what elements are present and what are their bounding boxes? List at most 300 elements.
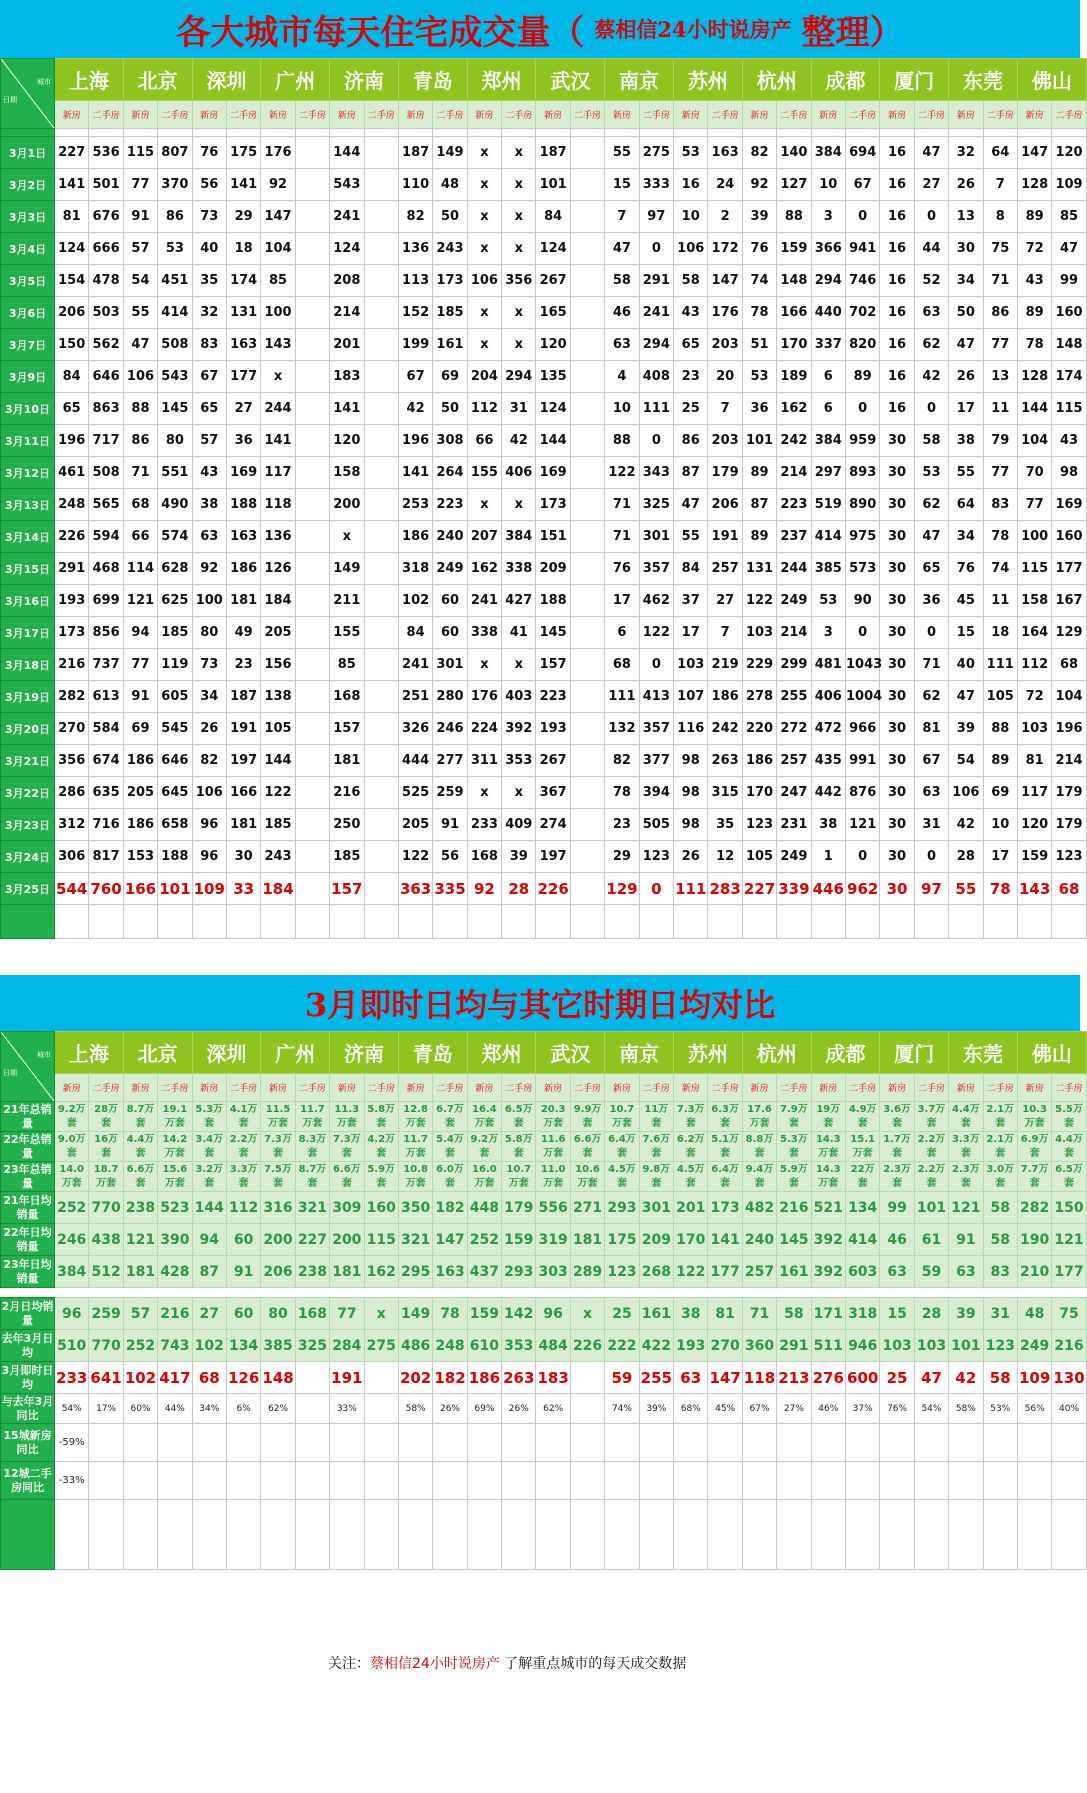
data-cell: 5.1万套	[708, 1132, 742, 1162]
data-cell: 47	[914, 521, 948, 553]
data-cell: 186	[708, 681, 742, 713]
data-cell: 226	[55, 521, 89, 553]
data-cell: 0	[914, 617, 948, 649]
data-cell: 27	[192, 1298, 226, 1330]
data-cell: 30	[880, 585, 914, 617]
data-cell: 3.4万套	[192, 1132, 226, 1162]
data-cell: 141	[226, 169, 260, 201]
data-cell: 156	[261, 649, 295, 681]
data-cell	[295, 841, 329, 873]
data-cell: 103	[914, 1330, 948, 1362]
row-label: 3月6日	[1, 297, 55, 329]
data-cell: 294	[639, 329, 673, 361]
data-cell: 216	[330, 777, 364, 809]
data-cell: 11.3万套	[330, 1102, 364, 1132]
data-cell: 2.3万套	[880, 1162, 914, 1192]
daily-city-header: 厦门	[880, 59, 949, 101]
data-cell: 199	[398, 329, 432, 361]
data-cell: 406	[502, 457, 536, 489]
data-cell: 71	[605, 521, 639, 553]
data-cell: 0	[845, 201, 879, 233]
data-cell: 5.9万套	[364, 1162, 398, 1192]
data-cell: 84	[674, 553, 708, 585]
data-cell: 85	[330, 649, 364, 681]
data-cell: 73	[192, 201, 226, 233]
data-cell: 89	[845, 361, 879, 393]
data-cell: 214	[777, 457, 811, 489]
data-cell: 229	[742, 649, 776, 681]
data-cell: 30	[880, 713, 914, 745]
data-cell: 216	[158, 1298, 192, 1330]
data-cell: 646	[158, 745, 192, 777]
compare-sub-header-new: 新房	[398, 1074, 432, 1102]
compare-sub-header-new: 新房	[605, 1074, 639, 1102]
data-cell: 148	[261, 1362, 295, 1394]
data-cell: 64	[983, 137, 1017, 169]
data-cell: 18	[983, 617, 1017, 649]
data-cell: 318	[398, 553, 432, 585]
data-cell	[364, 649, 398, 681]
data-cell: 54%	[914, 1394, 948, 1424]
data-cell: 40	[949, 649, 983, 681]
data-cell: 7	[708, 617, 742, 649]
table-row	[1, 1362, 1087, 1394]
data-cell: 163	[433, 1256, 467, 1288]
data-cell: 145	[158, 393, 192, 425]
data-cell: 11.7万套	[398, 1132, 432, 1162]
data-cell: 153	[123, 841, 157, 873]
table-row	[1, 521, 1087, 553]
data-cell	[364, 777, 398, 809]
data-cell: 17	[605, 585, 639, 617]
data-cell: 51	[742, 329, 776, 361]
data-cell: 16	[880, 361, 914, 393]
compare-sub-header-second: 二手房	[983, 1074, 1017, 1102]
data-cell: 103	[742, 617, 776, 649]
data-cell: 594	[89, 521, 123, 553]
data-cell: 186	[398, 521, 432, 553]
data-cell: 248	[55, 489, 89, 521]
data-cell: 17	[983, 841, 1017, 873]
data-cell: 251	[398, 681, 432, 713]
data-cell: 223	[433, 489, 467, 521]
data-cell: 201	[330, 329, 364, 361]
data-cell: 157	[330, 873, 364, 905]
data-cell: 45%	[708, 1394, 742, 1424]
data-cell	[364, 713, 398, 745]
data-cell: 16	[880, 329, 914, 361]
data-cell	[364, 809, 398, 841]
data-cell: 122	[639, 617, 673, 649]
data-cell: 356	[55, 745, 89, 777]
data-cell: 58	[983, 1362, 1017, 1394]
data-cell: 78	[605, 777, 639, 809]
data-cell: 67	[192, 361, 226, 393]
data-cell: 183	[536, 1362, 570, 1394]
data-cell: 625	[158, 585, 192, 617]
data-cell: 11.5万套	[261, 1102, 295, 1132]
data-cell	[570, 1394, 604, 1424]
data-cell: 54	[949, 745, 983, 777]
data-cell: 78	[742, 297, 776, 329]
data-cell: 78	[1017, 329, 1051, 361]
data-cell: 205	[123, 777, 157, 809]
data-cell: 147	[708, 1362, 742, 1394]
data-cell: 116	[674, 713, 708, 745]
data-cell: x	[364, 1298, 398, 1330]
data-cell: 203	[708, 329, 742, 361]
table-row	[1, 1162, 1087, 1192]
data-cell: 10	[811, 169, 845, 201]
data-cell: 17.6万套	[742, 1102, 776, 1132]
data-cell: 645	[158, 777, 192, 809]
data-cell: 406	[811, 681, 845, 713]
data-cell: 306	[55, 841, 89, 873]
data-cell: 77	[983, 457, 1017, 489]
data-cell: 4.5万套	[674, 1162, 708, 1192]
data-cell: 47	[123, 329, 157, 361]
title-end: 整理）	[801, 12, 904, 53]
data-cell	[570, 169, 604, 201]
data-cell: 205	[398, 809, 432, 841]
data-cell: 123	[742, 809, 776, 841]
data-cell: 32	[949, 137, 983, 169]
data-cell: 23	[674, 361, 708, 393]
data-cell: 74	[983, 553, 1017, 585]
data-cell: 111	[674, 873, 708, 905]
data-cell: 30	[880, 841, 914, 873]
data-cell: 89	[742, 457, 776, 489]
data-cell: 39%	[639, 1394, 673, 1424]
data-cell: 100	[1017, 521, 1051, 553]
data-cell: 111	[605, 681, 639, 713]
data-cell: 58	[983, 1224, 1017, 1256]
data-cell: 315	[708, 777, 742, 809]
data-cell: 27	[914, 169, 948, 201]
data-cell: 280	[433, 681, 467, 713]
data-cell: 2.1万套	[983, 1132, 1017, 1162]
data-cell: 242	[777, 425, 811, 457]
data-cell: 233	[55, 1362, 89, 1394]
row-label: 3月3日	[1, 201, 55, 233]
data-cell: 193	[536, 713, 570, 745]
data-cell: 102	[398, 585, 432, 617]
table-row	[1, 137, 1087, 169]
data-cell: 0	[639, 425, 673, 457]
data-cell: 34	[949, 521, 983, 553]
row-label: 3月21日	[1, 745, 55, 777]
data-cell: 2.1万套	[983, 1102, 1017, 1132]
data-cell: 131	[226, 297, 260, 329]
compare-city-header: 深圳	[192, 1032, 261, 1074]
row-label: 去年3月日均	[1, 1330, 55, 1362]
data-cell: 2.2万套	[914, 1132, 948, 1162]
data-cell: 3.3万套	[226, 1162, 260, 1192]
data-cell: 890	[845, 489, 879, 521]
data-cell: 72	[1017, 233, 1051, 265]
data-cell: 94	[192, 1224, 226, 1256]
row-label: 21年日均销量	[1, 1192, 55, 1224]
data-cell: 6.0万套	[433, 1162, 467, 1192]
data-cell: 216	[777, 1192, 811, 1224]
data-cell: 259	[89, 1298, 123, 1330]
table-row	[1, 745, 1087, 777]
data-cell: 208	[330, 265, 364, 297]
data-cell: 15.1万套	[845, 1132, 879, 1162]
row-label: 3月13日	[1, 489, 55, 521]
daily-city-header: 郑州	[467, 59, 536, 101]
data-cell: 200	[330, 489, 364, 521]
data-cell: 185	[261, 809, 295, 841]
data-cell: 233	[467, 809, 501, 841]
compare-sub-header-new: 新房	[261, 1074, 295, 1102]
data-cell: 31	[914, 809, 948, 841]
row-label: 22年日均销量	[1, 1224, 55, 1256]
data-cell: x	[330, 521, 364, 553]
data-cell: 37	[674, 585, 708, 617]
data-cell: 65	[674, 329, 708, 361]
compare-table	[0, 1031, 1087, 1570]
data-cell: 80	[192, 617, 226, 649]
data-cell: 89	[1017, 201, 1051, 233]
row-label: 3月10日	[1, 393, 55, 425]
compare-sub-header-second: 二手房	[295, 1074, 329, 1102]
data-cell: 150	[55, 329, 89, 361]
data-cell: 61	[914, 1224, 948, 1256]
data-cell: 189	[777, 361, 811, 393]
data-cell: 121	[845, 809, 879, 841]
data-cell: 196	[398, 425, 432, 457]
data-cell: 66	[467, 425, 501, 457]
data-cell: 62	[914, 489, 948, 521]
data-cell: 58	[605, 265, 639, 297]
compare-city-header: 苏州	[674, 1032, 743, 1074]
data-cell: 7.5万套	[261, 1162, 295, 1192]
data-cell: 167	[1052, 585, 1086, 617]
data-cell: 193	[55, 585, 89, 617]
data-cell: 42	[398, 393, 432, 425]
data-cell: 104	[1017, 425, 1051, 457]
data-cell: 562	[89, 329, 123, 361]
data-cell	[364, 425, 398, 457]
data-cell: 226	[570, 1330, 604, 1362]
data-cell: 5.3万套	[192, 1102, 226, 1132]
data-cell: 227	[742, 873, 776, 905]
data-cell	[570, 297, 604, 329]
data-cell: 71	[123, 457, 157, 489]
data-cell: 4.9万套	[845, 1102, 879, 1132]
data-cell	[364, 393, 398, 425]
data-cell: 16	[880, 393, 914, 425]
data-cell: 188	[226, 489, 260, 521]
data-cell: 63	[949, 1256, 983, 1288]
note-value: -59%	[55, 1424, 89, 1462]
data-cell: 14.3万套	[811, 1132, 845, 1162]
compare-sub-header-second: 二手房	[708, 1074, 742, 1102]
data-cell: 22万套	[845, 1162, 879, 1192]
data-cell: x	[502, 169, 536, 201]
data-cell: 9.2万套	[55, 1102, 89, 1132]
data-cell: 87	[192, 1256, 226, 1288]
data-cell: 39	[502, 841, 536, 873]
data-cell: 60	[226, 1224, 260, 1256]
data-cell: 30	[226, 841, 260, 873]
data-cell: 5.8万套	[502, 1132, 536, 1162]
data-cell: 82	[742, 137, 776, 169]
data-cell: 15	[605, 169, 639, 201]
row-label: 2月日均销量	[1, 1298, 55, 1330]
data-cell: 9.0万套	[55, 1132, 89, 1162]
data-cell: 34%	[192, 1394, 226, 1424]
data-cell: 213	[777, 1362, 811, 1394]
data-cell: 145	[777, 1224, 811, 1256]
data-cell: 241	[330, 201, 364, 233]
row-label: 3月23日	[1, 809, 55, 841]
data-cell: 26	[949, 361, 983, 393]
data-cell	[364, 553, 398, 585]
data-cell: 26	[192, 713, 226, 745]
data-cell: 53	[914, 457, 948, 489]
data-cell: 250	[330, 809, 364, 841]
data-cell: 282	[1017, 1192, 1051, 1224]
table-row	[1, 681, 1087, 713]
data-cell: 89	[1017, 297, 1051, 329]
data-cell: 53	[811, 585, 845, 617]
data-cell: 177	[1052, 1256, 1086, 1288]
data-cell: 390	[158, 1224, 192, 1256]
daily-sub-header-new: 新房	[742, 101, 776, 129]
data-cell: 291	[55, 553, 89, 585]
data-cell: 58	[914, 425, 948, 457]
data-cell: 584	[89, 713, 123, 745]
data-cell: 360	[742, 1330, 776, 1362]
data-cell: 19万套	[811, 1102, 845, 1132]
data-cell: 141	[330, 393, 364, 425]
data-cell: 79	[983, 425, 1017, 457]
data-cell: 92	[742, 169, 776, 201]
data-cell: 94	[123, 617, 157, 649]
daily-sub-header-new: 新房	[674, 101, 708, 129]
data-cell: 674	[89, 745, 123, 777]
data-cell: 112	[467, 393, 501, 425]
table-row	[1, 649, 1087, 681]
data-cell: 63	[914, 297, 948, 329]
data-cell: 121	[949, 1192, 983, 1224]
data-cell: 62%	[261, 1394, 295, 1424]
data-cell: 240	[742, 1224, 776, 1256]
data-cell: 55	[123, 297, 157, 329]
data-cell: 628	[158, 553, 192, 585]
data-cell: 5.4万套	[433, 1132, 467, 1162]
table-row	[1, 1394, 1087, 1424]
table-row	[1, 1298, 1087, 1330]
data-cell: 257	[708, 553, 742, 585]
data-cell: 316	[261, 1192, 295, 1224]
data-cell: 173	[536, 489, 570, 521]
data-cell: 216	[55, 649, 89, 681]
data-cell: 543	[158, 361, 192, 393]
data-cell: 227	[295, 1224, 329, 1256]
data-cell	[570, 777, 604, 809]
data-cell: 162	[364, 1256, 398, 1288]
data-cell	[295, 457, 329, 489]
data-cell: 350	[398, 1192, 432, 1224]
follow-note	[328, 1653, 686, 1673]
data-cell: 144	[192, 1192, 226, 1224]
data-cell: 257	[777, 745, 811, 777]
data-cell: 185	[158, 617, 192, 649]
data-cell: 155	[467, 457, 501, 489]
data-cell: 9.4万套	[742, 1162, 776, 1192]
data-cell: 6.5万套	[502, 1102, 536, 1132]
data-cell: 9.2万套	[467, 1132, 501, 1162]
data-cell: 4.1万套	[226, 1102, 260, 1132]
data-cell	[295, 265, 329, 297]
data-cell: 196	[1052, 713, 1086, 745]
data-cell	[295, 681, 329, 713]
data-cell: 267	[536, 265, 570, 297]
data-cell: 7.3万套	[674, 1102, 708, 1132]
data-cell: 252	[467, 1224, 501, 1256]
data-cell: 83	[983, 1256, 1017, 1288]
data-cell: 8.7万套	[295, 1162, 329, 1192]
data-cell: 30	[880, 681, 914, 713]
daily-sub-header-second: 二手房	[89, 101, 123, 129]
daily-sub-header-second: 二手房	[570, 101, 604, 129]
data-cell	[295, 329, 329, 361]
row-label: 23年总销量	[1, 1162, 55, 1192]
data-cell: 321	[398, 1224, 432, 1256]
data-cell: 252	[123, 1330, 157, 1362]
data-cell: 158	[1017, 585, 1051, 617]
data-cell	[295, 425, 329, 457]
data-cell: 52	[914, 265, 948, 297]
data-cell	[570, 649, 604, 681]
data-cell: 3	[811, 201, 845, 233]
data-cell	[295, 585, 329, 617]
data-cell: 84	[536, 201, 570, 233]
data-cell: 6.3万套	[708, 1102, 742, 1132]
data-cell: 53	[674, 137, 708, 169]
compare-city-header: 成都	[811, 1032, 880, 1074]
row-label: 23年日均销量	[1, 1256, 55, 1288]
data-cell: 366	[811, 233, 845, 265]
data-cell: 403	[502, 681, 536, 713]
data-cell: 168	[467, 841, 501, 873]
data-cell: 82	[605, 745, 639, 777]
table-row	[1, 1192, 1087, 1224]
data-cell: 177	[226, 361, 260, 393]
data-cell: 101	[742, 425, 776, 457]
data-cell	[570, 233, 604, 265]
data-cell: 85	[261, 265, 295, 297]
data-cell: 124	[536, 233, 570, 265]
data-cell: 106	[467, 265, 501, 297]
data-cell: 17%	[89, 1394, 123, 1424]
data-cell: 111	[983, 649, 1017, 681]
data-cell: 121	[1052, 1224, 1086, 1256]
data-cell: 128	[1017, 169, 1051, 201]
data-cell: 30	[880, 489, 914, 521]
data-cell: 15	[880, 1298, 914, 1330]
data-cell	[364, 745, 398, 777]
data-cell: 134	[845, 1192, 879, 1224]
compare-sub-header-second: 二手房	[777, 1074, 811, 1102]
data-cell: 209	[639, 1224, 673, 1256]
table-row	[1, 585, 1087, 617]
data-cell: 161	[777, 1256, 811, 1288]
data-cell: 6.9万套	[1017, 1132, 1051, 1162]
